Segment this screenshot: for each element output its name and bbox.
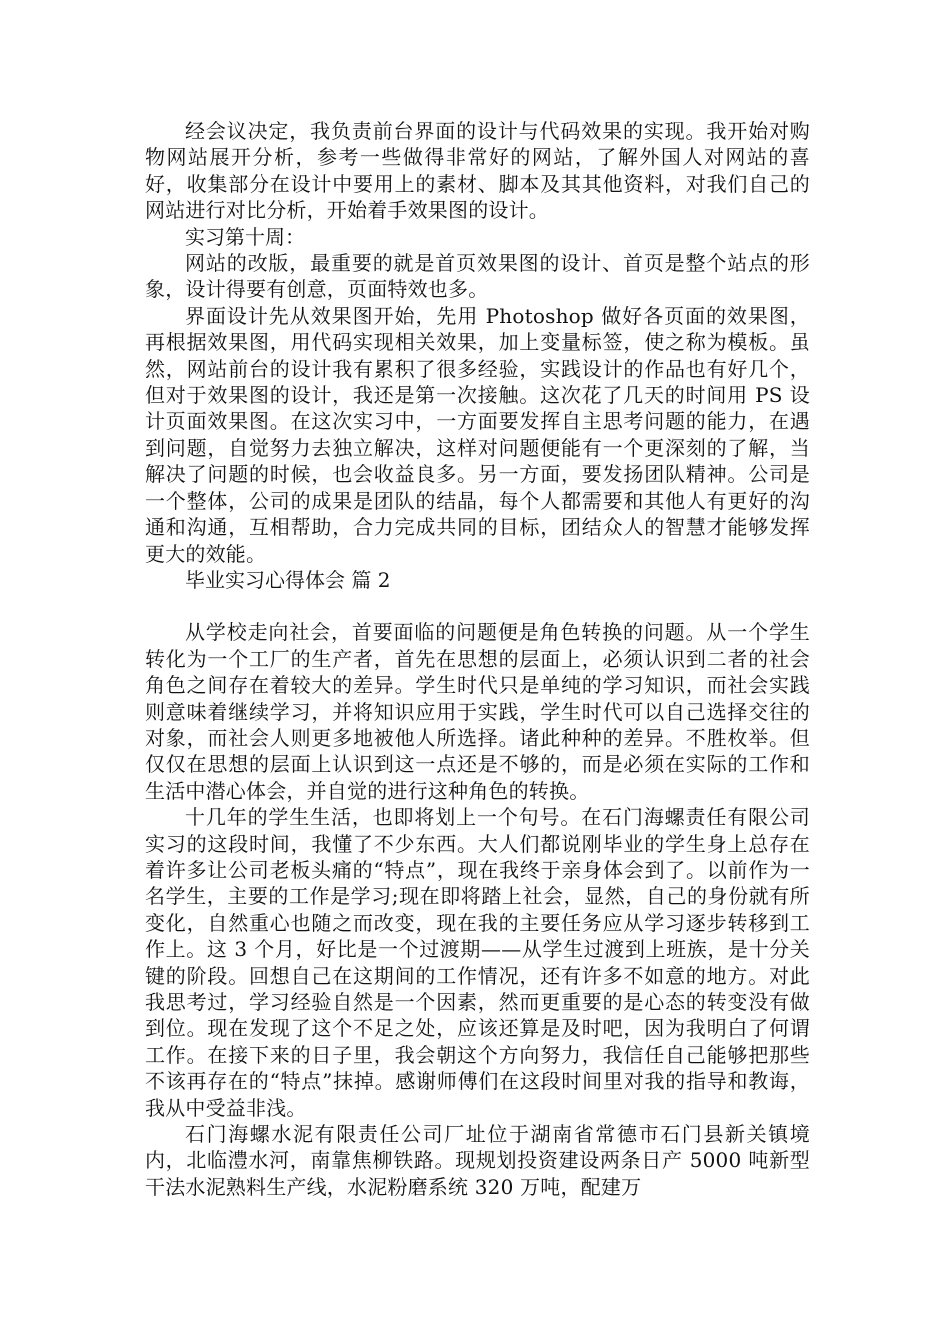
- paragraph-homepage-redesign: 网站的改版，最重要的就是首页效果图的设计、首页是整个站点的形象，设计得要有创意，页面特效也多。: [145, 251, 810, 302]
- paragraph-company-intro: 石门海螺水泥有限责任公司厂址位于湖南省常德市石门县新关镇境内，北临澧水河，南靠焦柳铁路。现规划投资建设两条日产 5000 吨新型干法水泥熟料生产线，水泥粉磨系统 320 万吨，配建万: [145, 1122, 810, 1199]
- section-spacer: [145, 593, 810, 619]
- paragraph-interface-design: 界面设计先从效果图开始，先用 Photoshop 做好各页面的效果图，再根据效果图，用代码实现相关效果，加上变量标签，使之称为模板。虽然，网站前台的设计我有累积了很多经验，实践设计的作品也有好几个，但对于效果图的设计，我还是第一次接触。这次花了几天的时间用 PS 设计页面效果图。在这次实习中，一方面要发挥自主思考问题的能力，在遇到问题，自觉努力去独立解决，这样对问题便能有一个更深刻的了解，当解决了问题的时候，也会收益良多。另一方面，要发扬团队精神。公司是一个整体，公司的成果是团队的结晶，每个人都需要和其他人有更好的沟通和沟通，互相帮助，合力完成共同的目标，团结众人的智慧才能够发挥更大的效能。: [145, 303, 810, 566]
- week-ten-heading: 实习第十周：: [185, 224, 305, 249]
- document-page: [145, 118, 810, 1200]
- paragraph-role-change: 从学校走向社会，首要面临的问题便是角色转换的问题。从一个学生转化为一个工厂的生产者，首先在思想的层面上，必须认识到二者的社会角色之间存在着较大的差异。学生时代只是单纯的学习知识，而社会实践则意味着继续学习，并将知识应用于实践，学生时代可以自己选择交往的对象，而社会人则更多地被他人所选择。诸此种种的差异。不胜枚举。但仅仅在思想的层面上认识到这一点还是不够的，而是必须在实际的工作和生活中潜心体会，并自觉的进行这种角色的转换。: [145, 620, 810, 803]
- section-heading: 毕业实习心得体会 篇 2: [185, 567, 391, 592]
- paragraph-design-task: 经会议决定，我负责前台界面的设计与代码效果的实现。我开始对购物网站展开分析，参考一些做得非常好的网站，了解外国人对网站的喜好，收集部分在设计中要用上的素材、脚本及其其他资料，对我们自己的网站进行对比分析，开始着手效果图的设计。: [145, 119, 810, 223]
- paragraph-internship-reflection: 十几年的学生生活，也即将划上一个句号。在石门海螺责任有限公司实习的这段时间，我懂了不少东西。大人们都说刚毕业的学生身上总存在着许多让公司老板头痛的“特点”，现在我终于亲身体会到了。以前作为一名学生，主要的工作是学习;现在即将踏上社会，显然，自己的身份就有所变化，自然重心也随之而改变，现在我的主要任务应从学习逐步转移到工作上。这 3 个月，好比是一个过渡期——从学生过渡到上班族，是十分关键的阶段。回想自己在这期间的工作情况，还有许多不如意的地方。对此我思考过，学习经验自然是一个因素，然而更重要的是心态的转变没有做到位。现在发现了这个不足之处，应该还算是及时吧，因为我明白了何谓工作。在接下来的日子里，我会朝这个方向努力，我信任自己能够把那些不该再存在的“特点”抹掉。感谢师傅们在这段时间里对我的指导和教诲，我从中受益非浅。: [145, 805, 810, 1120]
